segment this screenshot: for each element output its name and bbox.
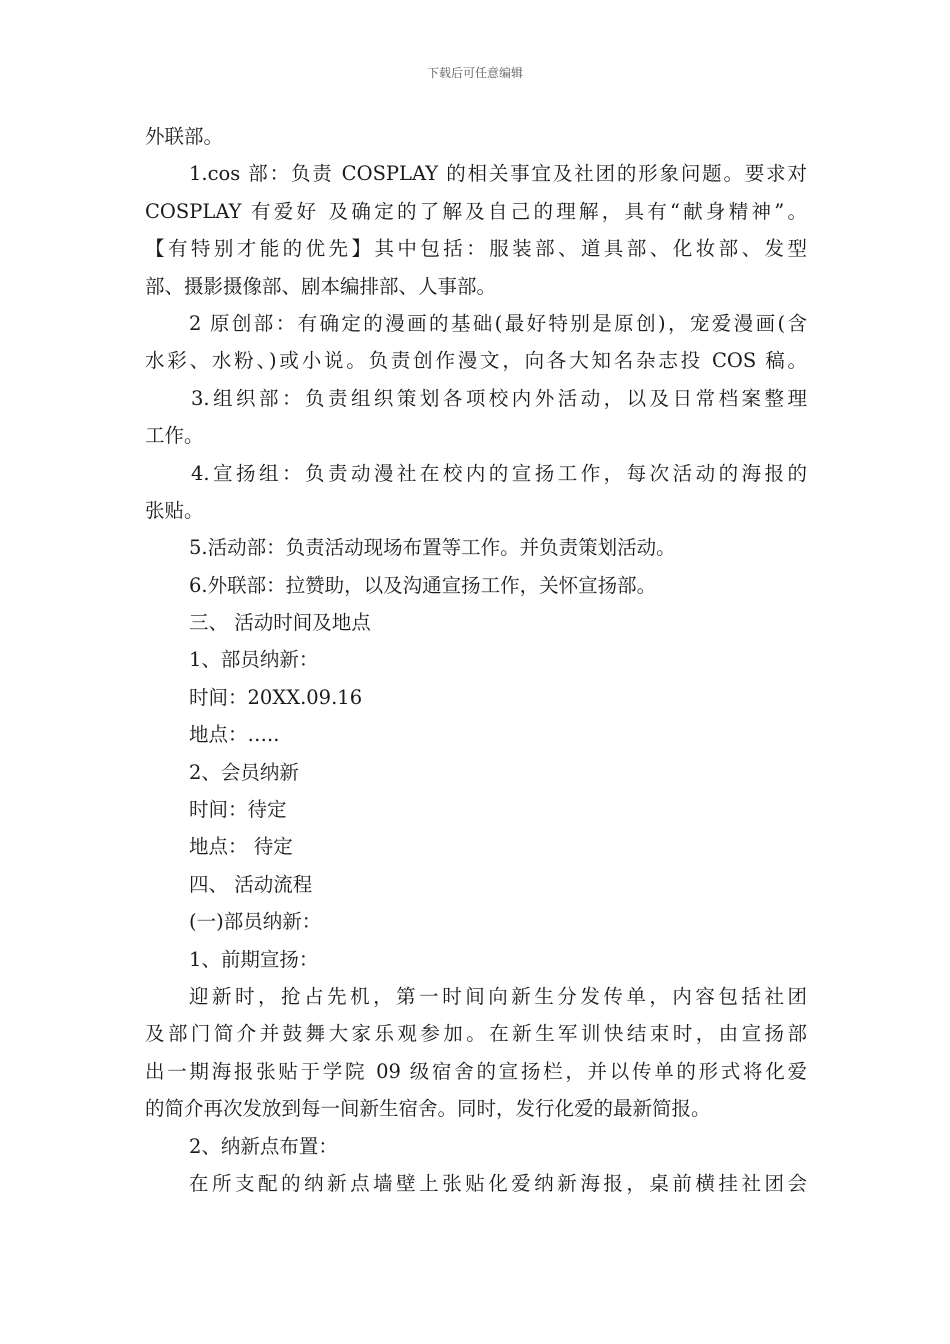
paragraph-line: 地点：….. [189,723,280,747]
paragraph-line: 水彩、水粉、)或小说。负责创作漫文，向各大知名杂志投 COS 稿。 [145,349,807,373]
subsection-heading: 1、前期宣扬： [189,947,319,971]
document-body [145,118,807,1202]
paragraph-line: 1.cos 部：负责 COSPLAY 的相关事宜及社团的形象问题。要求对 [189,162,807,186]
subsection-heading: 1、部员纳新： [189,648,319,672]
paragraph-line: 工作。 [145,424,204,448]
paragraph-line: 张贴。 [145,498,204,522]
paragraph-line: 3.组织部：负责组织策划各项校内外活动，以及日常档案整理 [191,386,807,410]
paragraph-line: 及部门简介并鼓舞大家乐观参加。在新生军训快结束时，由宣扬部 [145,1022,807,1046]
subsection-heading: 2、会员纳新 [189,760,299,784]
paragraph-line: 时间：待定 [189,798,287,822]
paragraph-line: COSPLAY 有爱好 及确定的了解及自己的理解，具有“献身精神”。 [145,199,807,223]
paragraph-line: 4.宣扬组：负责动漫社在校内的宣扬工作，每次活动的海报的 [191,461,807,485]
section-heading: 三、 活动时间及地点 [189,611,371,635]
page-header: 下载后可任意编辑 [426,66,523,80]
paragraph-line: 【有特别才能的优先】其中包括：服装部、道具部、化妆部、发型 [145,237,807,261]
section-heading: 四、 活动流程 [189,872,313,896]
paragraph-line: 2 原创部：有确定的漫画的基础(最好特别是原创)，宠爱漫画(含 [189,311,807,335]
paragraph-line: 出一期海报张贴于学院 09 级宿舍的宣扬栏，并以传单的形式将化爱 [145,1059,807,1083]
subsection-heading: 2、纳新点布置： [189,1134,338,1158]
paragraph-line: 5.活动部：负责活动现场布置等工作。并负责策划活动。 [189,536,676,560]
paragraph-line: 的简介再次发放到每一间新生宿舍。同时，发行化爱的最新简报。 [145,1097,711,1121]
paragraph-line: 迎新时，抢占先机，第一时间向新生分发传单，内容包括社团 [189,984,807,1008]
paragraph-line: 时间：20XX.09.16 [189,685,363,709]
paragraph-line: 外联部。 [145,125,224,148]
paragraph-line: 地点： 待定 [189,835,293,859]
paragraph-line: 部、摄影摄像部、剧本编排部、人事部。 [145,274,497,298]
subsection-heading: (一)部员纳新： [189,910,322,934]
paragraph-line: 在所支配的纳新点墙壁上张贴化爱纳新海报，桌前横挂社团会 [189,1171,807,1195]
paragraph-line: 6.外联部：拉赞助，以及沟通宣扬工作，关怀宣扬部。 [189,573,657,597]
